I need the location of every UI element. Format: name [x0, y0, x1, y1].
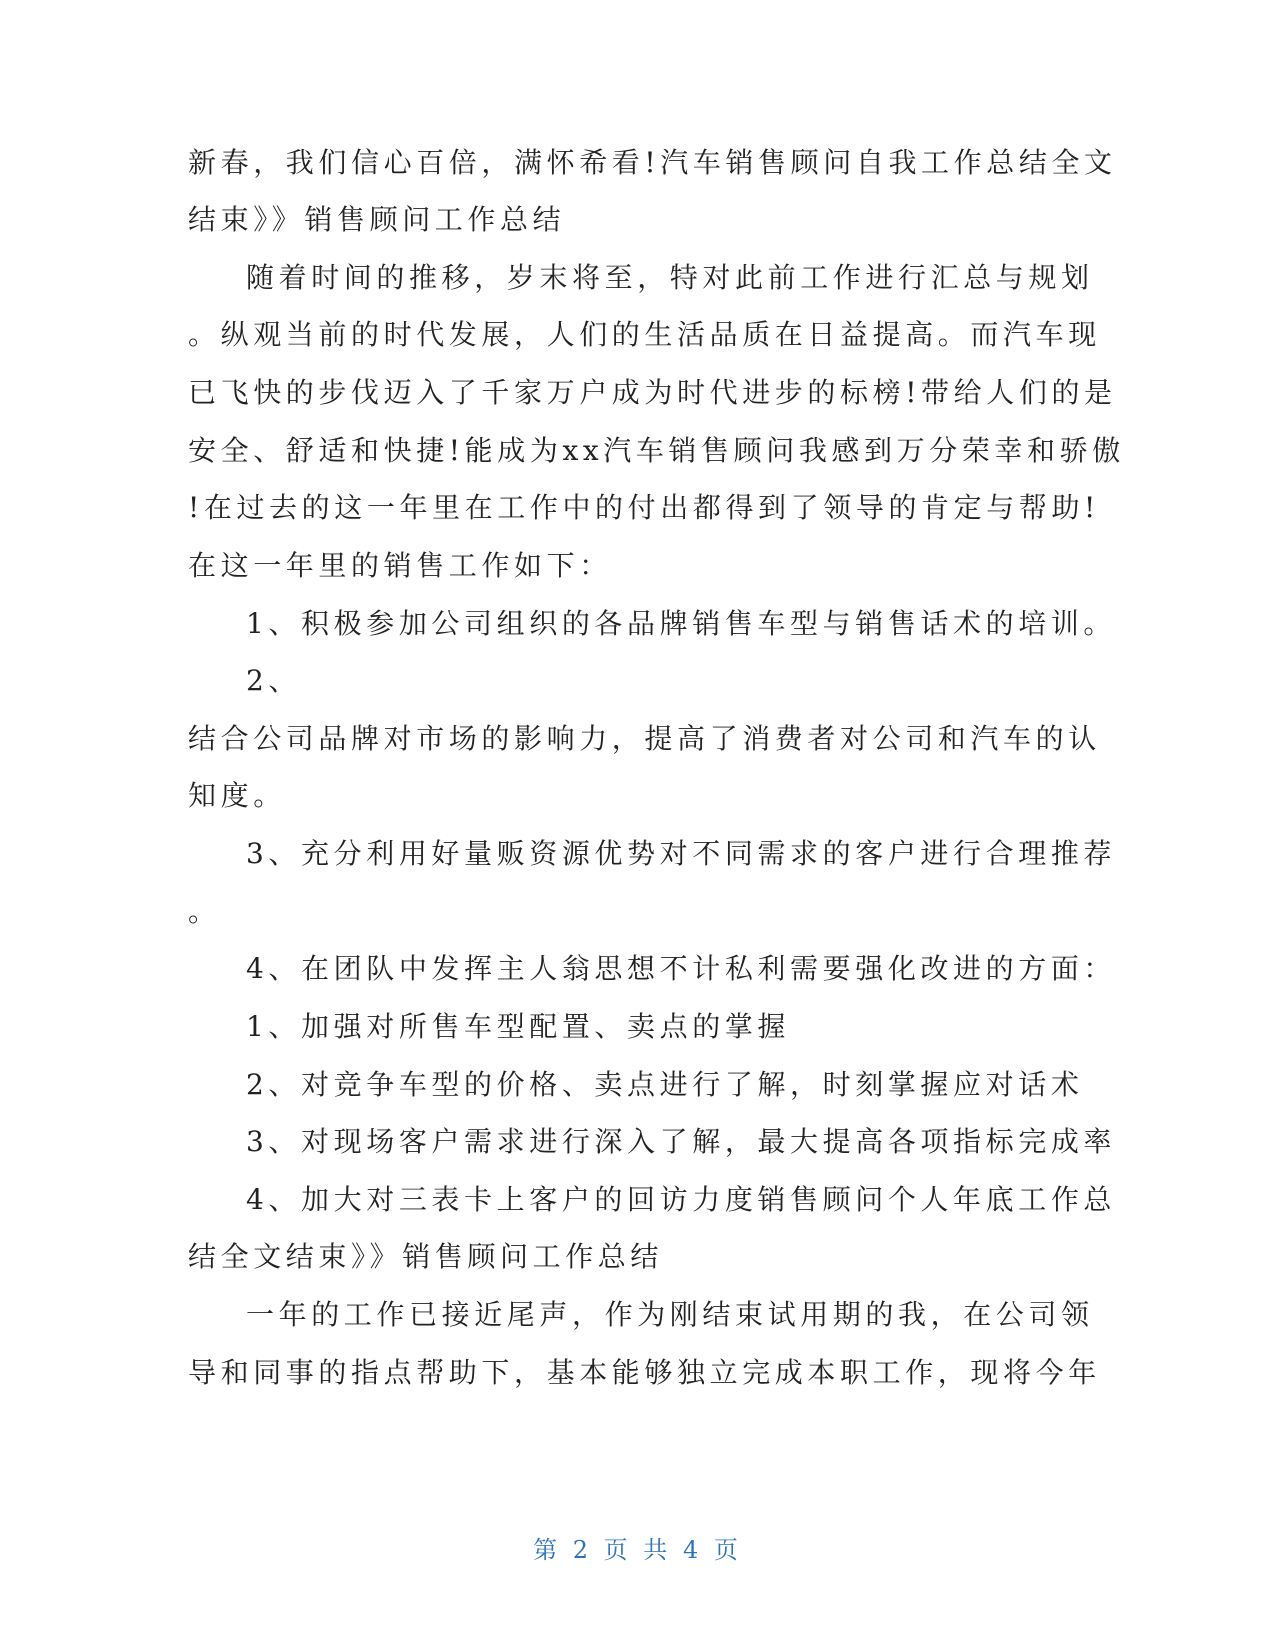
- text-line: 已飞快的步伐迈入了千家万户成为时代进步的标榜!带给人们的是: [188, 376, 1117, 409]
- text-line: 结全文结束》》销售顾问工作总结: [188, 1240, 664, 1273]
- text-line: 。: [188, 895, 221, 928]
- page-number-footer: 第 2 页 共 4 页: [533, 1536, 742, 1564]
- text-line: 知度。: [188, 779, 286, 812]
- list-item: 3、对现场客户需求进行深入了解，最大提高各项指标完成率: [246, 1125, 1117, 1158]
- text-line: 结合公司品牌对市场的影响力，提高了消费者对公司和汽车的认: [188, 722, 1101, 755]
- paragraph-first-line: 随着时间的推移，岁末将至，特对此前工作进行汇总与规划: [246, 261, 1094, 294]
- text-line: 。纵观当前的时代发展，人们的生活品质在日益提高。而汽车现: [188, 318, 1101, 351]
- list-item: 4、加大对三表卡上客户的回访力度销售顾问个人年底工作总: [246, 1183, 1117, 1216]
- paragraph-first-line: 一年的工作已接近尾声，作为刚结束试用期的我，在公司领: [246, 1298, 1094, 1331]
- text-line: 安全、舒适和快捷!能成为xx汽车销售顾问我感到万分荣幸和骄傲: [188, 434, 1125, 467]
- list-item: 3、充分利用好量贩资源优势对不同需求的客户进行合理推荐: [246, 837, 1117, 870]
- text-line: 导和同事的指点帮助下，基本能够独立完成本职工作，现将今年: [188, 1356, 1101, 1389]
- text-line: !在过去的这一年里在工作中的付出都得到了领导的肯定与帮助!: [188, 491, 1100, 524]
- text-line: 结束》》销售顾问工作总结: [188, 203, 566, 236]
- list-item: 1、加强对所售车型配置、卖点的掌握: [246, 1010, 791, 1043]
- list-item: 2、: [246, 664, 302, 697]
- list-item: 4、在团队中发挥主人翁思想不计私利需要强化改进的方面：: [246, 952, 1117, 985]
- text-line: 新春，我们信心百倍，满怀希看!汽车销售顾问自我工作总结全文: [188, 146, 1117, 179]
- list-item: 1、积极参加公司组织的各品牌销售车型与销售话术的培训。: [246, 607, 1117, 640]
- list-item: 2、对竞争车型的价格、卖点进行了解，时刻掌握应对话术: [246, 1068, 1084, 1101]
- text-line: 在这一年里的销售工作如下：: [188, 549, 612, 582]
